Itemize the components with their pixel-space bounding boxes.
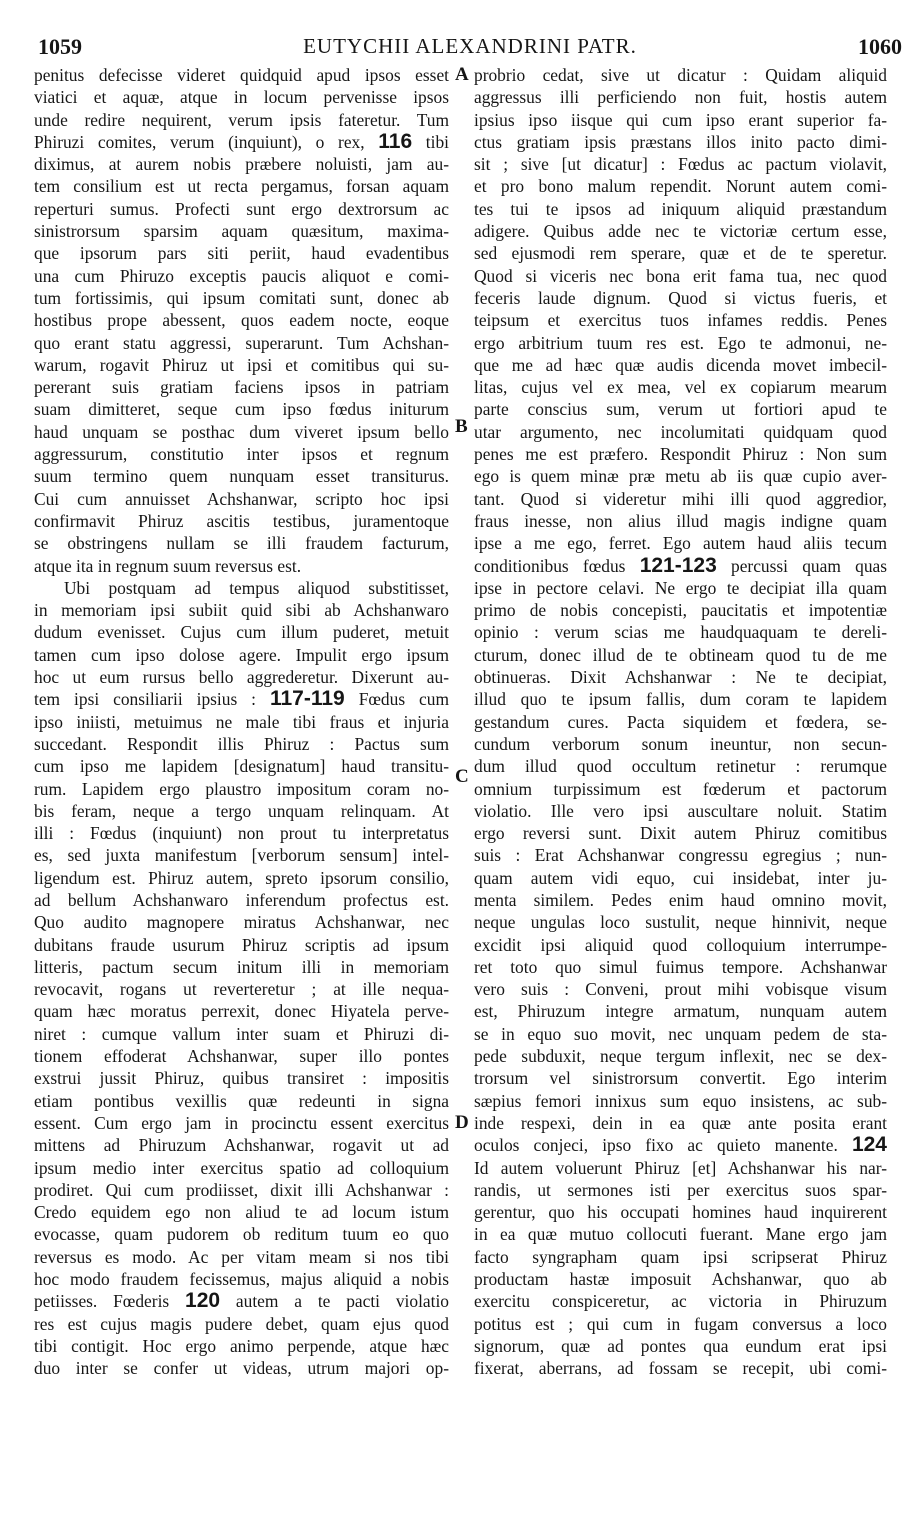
text-line: Quod si viceris nec bona erit fama tua, nec quod — [474, 265, 887, 286]
text-line: Cui cum annuisset Achshanwar, scripto hoc ipsi — [34, 488, 449, 509]
text-line: tes tui te ipsos ad iniquum aliquid præstandum — [474, 198, 887, 219]
text-line: niret : cumque vallum inter suam et Phiruzi di- — [34, 1023, 449, 1044]
text-line: quam hæc moratus perrexit, donec Hiyatela perve- — [34, 1001, 449, 1022]
text-line: illi : Fœdus (inquiunt) non prout tu interpretatus — [34, 823, 449, 844]
text-line: ret toto quo simul fuimus tempore. Achshanwar — [474, 956, 887, 977]
text-line: potitus est ; qui cum in fugam conversus a loco — [474, 1313, 887, 1334]
text-line: reversus es modo. Ac per vitam meam si nos tibi — [34, 1246, 449, 1267]
text-line: parte conscius sum, verum ut fortiori apud te — [474, 399, 887, 420]
text-line: ergo arbitrium tuum res est. Ego te admonui, ne- — [474, 332, 887, 353]
margin-letter-b: B — [455, 416, 468, 437]
text-line: ego is quem minæ præ metu ab iis quæ cupio aver- — [474, 466, 887, 487]
text-line: cundum verborum sonum ineuntur, non secun- — [474, 733, 887, 754]
text-line: atque ita in regnum suum reversus est. — [34, 555, 302, 576]
text-line: excidit ipsi aliquid quod colloquium interrumpe- — [474, 934, 887, 955]
text-line: se obstringens nullam se illi fraudem facturum, — [34, 533, 449, 554]
text-line: in memoriam ipsi subiit quid sibi ab Achshanwaro — [34, 600, 449, 621]
text-line: menta similem. Pedes enim haud omnino movit, — [474, 889, 887, 910]
text-line: ipse in pectore celavi. Ne ergo te decipiat illa quam — [474, 577, 887, 598]
text-line: ipse a me ego, ferret. Ego autem haud aliis tecum — [474, 533, 887, 554]
text-line: tant. Quod si videretur mihi illi quod aggredior, — [474, 488, 887, 509]
text-line: exstrui jussit Phiruz, quibus transiret : impositis — [34, 1068, 449, 1089]
text-line: inde respexi, dein in ea quæ ante posita erant — [474, 1112, 887, 1133]
section-number: 116 — [378, 130, 413, 153]
text-line: mittens ad Phiruzum Achshanwar, rogavit ut ad — [34, 1135, 449, 1156]
section-number: 120 — [185, 1290, 221, 1313]
text-line: exercitu conspiceretur, ac victoria in Phiruzum — [474, 1291, 887, 1312]
text-line: utar argumento, nec incolumitati quidquam quod — [474, 421, 887, 442]
section-number: 121-123 — [639, 554, 717, 577]
text-line: gestandum cures. Pacta siquidem et fœdera, se- — [474, 711, 887, 732]
text-line: sinistrorsum sparsim aquam quæsitum, maxima- — [34, 221, 449, 242]
text-line: quam autem vidi equo, cui insidebat, inter ju- — [474, 867, 887, 888]
text-line: sæpius femori innixus sum equo insistens, ac sub- — [474, 1090, 887, 1111]
text-line: tamen cum ipso dolose agere. Impulit ergo ipsum — [34, 644, 449, 665]
text-line: pererant suis gratiam faciens ipsos in patriam — [34, 377, 449, 398]
text-line: sed ejusmodi rem sperare, quæ et de te speretur. — [474, 243, 887, 264]
text-line: omnium turpissimum est fœderum et pactorum — [474, 778, 887, 799]
text-line: succedant. Respondit illis Phiruz : Pactus sum — [34, 733, 449, 754]
text-line: prodiret. Qui cum prodiisset, dixit illi Achshanwar : — [34, 1179, 449, 1200]
text-line: bis feram, neque a tergo unquam relinquam. At — [34, 800, 449, 821]
text-line: evocasse, quam pudorem ob reditum tuum eo quo — [34, 1224, 449, 1245]
text-line: obtinueras. Dixit Achshanwar : Ne te decipiat, — [474, 667, 887, 688]
text-line: se in equo suo movit, nec unquam pedem de sta- — [474, 1023, 887, 1044]
text-line: sit ; sive [ut dicatur] : Fœdus ac pactum violavit, — [474, 154, 887, 175]
text-line: que me ad hæc quæ audis dicenda movet imbecil- — [474, 354, 887, 375]
text-line: dudum evenisset. Cujus cum illum puderet, metuit — [34, 622, 449, 643]
page-header — [38, 34, 902, 66]
text-line: teipsum et exercitus tuos infames reddis. Penes — [474, 310, 887, 331]
text-line: suum termino quem nunquam esset transiturus. — [34, 466, 449, 487]
text-line: warum, rogavit Phiruz ut ipsi et comitibus qui su- — [34, 354, 449, 375]
text-line: hoc ut eum rursus bello aggrederetur. Dixerunt au- — [34, 667, 449, 688]
text-line: una cum Phiruzo exceptis paucis aliquot e comi- — [34, 265, 449, 286]
text-line: ipsius ipso iisque qui cum ipso erant superior fa- — [474, 109, 887, 130]
text-line: est, Phiruzum integre armatum, nunquam autem — [474, 1001, 887, 1022]
text-line: fixerat, aberrans, ad fossam se recepit, ubi comi- — [474, 1358, 887, 1379]
text-line: ctus gratiam ipsis præstans illos inito pacto dimi- — [474, 131, 887, 152]
text-line: ad bellum Achshanwaro inferendum profectus est. — [34, 889, 449, 910]
text-line: signorum, quæ ad pontes qua eundum erat ipsi — [474, 1335, 887, 1356]
text-line: es, sed juxta manifestum [verborum sensum] intel- — [34, 845, 449, 866]
text-line: ipso iniisti, metuimus ne male tibi fraus et injuria — [34, 711, 449, 732]
text-line: illud quo te ipsum fallis, dum coram te lapidem — [474, 689, 887, 710]
left-column — [34, 64, 449, 1380]
text-line: tem consilium est ut recta pergamus, forsan aquam — [34, 176, 449, 197]
text-line: petiisses. Fœderis 120 autem a te pacti violatio — [34, 1290, 449, 1313]
text-line: Quo audito magnopere miratus Achshanwar, nec — [34, 912, 449, 933]
text-line: suis : Erat Achshanwar congressu egregius ; nun- — [474, 845, 887, 866]
margin-letter-c: C — [455, 766, 469, 787]
text-line: penes me est præfero. Respondit Phiruz : Non sum — [474, 444, 887, 465]
text-line: rum. Lapidem ergo plaustro impositum coram no- — [34, 778, 449, 799]
margin-letter-d: D — [455, 1112, 469, 1133]
text-line: vero suis : Conveni, prout mihi vobisque visum — [474, 979, 887, 1000]
text-line: suam dimitteret, seque cum ipso fœdus initurum — [34, 399, 449, 420]
text-line: opinio : verum scias me haudquaquam te dereli- — [474, 622, 887, 643]
text-line: reperturi sumus. Profecti sunt ergo dextrorsum ac — [34, 198, 449, 219]
text-line: neque ungulas loco sustulit, neque hinnivit, neque — [474, 912, 887, 933]
text-line: quo erant statu aggressi, superarunt. Tum Achshan- — [34, 332, 449, 353]
text-line: conditionibus fœdus 121-123 percussi quam quas — [474, 554, 887, 577]
text-line: oculos conjeci, ipso fixo ac quieto manente. 124 — [474, 1134, 887, 1157]
text-line: dum illud quod occultum retinetur : rerumque — [474, 756, 887, 777]
text-line: productam hastæ imposuit Achshanwar, quo ab — [474, 1269, 887, 1290]
text-line: aggressus illi perficiendo non fuit, hostis autem — [474, 87, 887, 108]
text-line: Credo equidem ego non aliud te ad locum istum — [34, 1202, 449, 1223]
text-line: res est cujus magis pudere debet, quam ejus quod — [34, 1313, 449, 1334]
text-line: cum ipso me lapidem [designatum] haud transitu- — [34, 756, 449, 777]
text-line: tionem effoderat Achshanwar, super illo pontes — [34, 1046, 449, 1067]
margin-letter-a: A — [455, 64, 469, 85]
text-line: que ipsorum pars siti periit, haud evadentibus — [34, 243, 449, 264]
text-line: haud unquam se posthac dum viveret ipsum bello — [34, 421, 449, 442]
text-line: tibi contigit. Hoc ergo animo perpende, atque hæc — [34, 1335, 449, 1356]
text-line: hostibus prope abessent, quos eadem nocte, eoque — [34, 310, 449, 331]
text-line: in ea quæ mutuo collocuti fuerant. Mane ergo jam — [474, 1224, 887, 1245]
text-line: litteris, pactum secum initum illi in memoriam — [34, 956, 449, 977]
section-number: 117-119 — [269, 688, 345, 711]
text-line: probrio cedat, sive ut dicatur : Quidam aliquid — [474, 65, 887, 85]
text-line: Ubi postquam ad tempus aliquod substitisset, — [64, 577, 449, 598]
text-line: et pro bono malum rependit. Norunt autem comi- — [474, 176, 887, 197]
text-line: pede subduxit, neque tergum inflexit, nec se dex- — [474, 1046, 887, 1067]
text-line: hoc modo fraudem fecissemus, majus aliquid a nobis — [34, 1269, 449, 1290]
text-line: adigere. Quibus adde nec te victoriæ certum esse, — [474, 221, 887, 242]
text-line: litas, cujus vel ex mea, vel ex copiarum mearum — [474, 377, 887, 398]
text-line: aggressurum, constitutio inter ipsos et regnum — [34, 444, 449, 465]
text-line: violatio. Ille vero ipsi auscultare noluit. Statim — [474, 800, 887, 821]
text-line: gerentur, quo his occupati homines haud inquirerent — [474, 1202, 887, 1223]
text-line: fraus inesse, non alius illud magis indigne quam — [474, 510, 887, 531]
text-line: essent. Cum ergo jam in procinctu essent exercitus — [34, 1112, 449, 1133]
text-line: unde redire nequirent, verum ipsis fateretur. Tum — [34, 109, 449, 130]
text-line: penitus defecisse videret quidquid apud ipsos esset — [34, 65, 449, 85]
page-number-left: 1059 — [38, 34, 82, 59]
text-line: etiam pontibus vexillis quæ redeunti in signa — [34, 1090, 449, 1111]
text-line: ipsum medio inter exercitus spatio ad colloquium — [34, 1157, 449, 1178]
text-line: trorsum vel sinistrorsum convertit. Ego interim — [474, 1068, 887, 1089]
text-line: Id autem voluerunt Phiruz [et] Achshanwar his nar- — [474, 1157, 887, 1178]
running-title: EUTYCHII ALEXANDRINI PATR. — [303, 34, 637, 58]
text-line: ergo reversi sunt. Dixit autem Phiruz comitibus — [474, 823, 887, 844]
text-line: Phiruzi comites, verum (inquiunt), o rex, 116 tibi — [34, 130, 449, 153]
text-line: diximus, at aurem nobis præbere noluisti, jam au- — [34, 154, 449, 175]
section-number: 124 — [851, 1134, 887, 1157]
page-number-right: 1060 — [858, 34, 902, 59]
text-line: tum fortissimis, qui ipsum comitati sunt, donec ab — [34, 287, 449, 308]
text-line: dubitans fraude usurum Phiruz scriptis ad ipsum — [34, 934, 449, 955]
right-column — [474, 64, 887, 1380]
text-line: viatici et aquæ, atque in locum pervenisse ipsos — [34, 87, 449, 108]
text-line: revocavit, rogans ut reverteretur ; at ille nequa- — [34, 979, 449, 1000]
text-line: confirmavit Phiruz ascitis testibus, juramentoque — [34, 510, 449, 531]
text-line: duo inter se confer ut videas, utrum majori op- — [34, 1358, 449, 1379]
text-line: ligendum est. Phiruz autem, spreto ipsorum consilio, — [34, 867, 449, 888]
text-line: primo de nobis concepisti, paucitatis et impotentiæ — [474, 600, 887, 621]
text-line: tem ipsi consiliarii ipsius : 117-119 Fœdus cum — [34, 688, 449, 711]
text-line: randis, ut sermones isti per exercitus suos spar- — [474, 1179, 887, 1200]
text-line: feceris laude dignum. Quod si victus fueris, et — [474, 287, 887, 308]
text-line: cturum, donec illud de te obtineam quod tu de me — [474, 644, 887, 665]
text-line: facto syngrapham quam ipsi scripserat Phiruz — [474, 1246, 887, 1267]
